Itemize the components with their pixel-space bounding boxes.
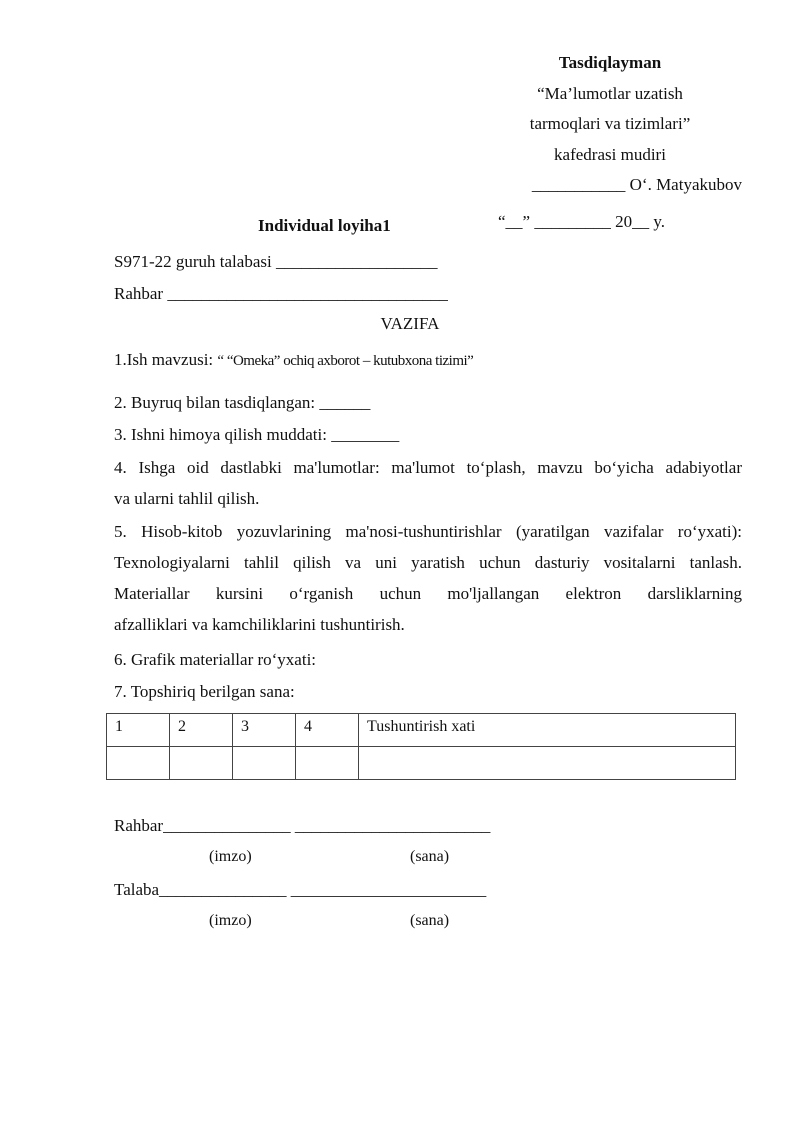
- approval-date: “__” _________ 20__ y.: [498, 212, 665, 231]
- approval-title: Tasdiqlayman: [558, 53, 662, 72]
- project-title: Individual loyiha1: [258, 216, 391, 235]
- supervisor-sana-label: (sana): [410, 848, 450, 865]
- task-item-5-line-2: Texnologiyalarni tahlil qilish va uni yaratish uchun dasturiy vositalarni tanlash.: [114, 553, 742, 572]
- task-item-5-line-4: afzalliklari va kamchiliklarini tushuntirish.: [114, 615, 405, 634]
- table-header-cell: 2: [170, 714, 233, 747]
- supervisor-imzo-label: (imzo): [209, 848, 252, 865]
- task-item-1-topic: “ “Omeka” ochiq axborot – kutubxona tizimi”: [217, 353, 474, 369]
- student-signature-line: Talaba_______________ _______________________: [114, 880, 487, 899]
- approval-line-3: kafedrasi mudiri: [554, 144, 666, 164]
- approval-line-2: tarmoqlari va tizimlari”: [529, 114, 691, 133]
- task-item-5-line-3: Materiallar kursini o‘rganish uchun mo'ljallangan elektron darsliklarning: [114, 584, 742, 603]
- student-imzo-label: (imzo): [209, 912, 252, 929]
- table-cell[interactable]: [359, 747, 736, 780]
- task-item-4-line-2: va ularni tahlil qilish.: [114, 489, 260, 508]
- table-header-cell: 1: [107, 714, 170, 747]
- task-item-1-prefix: 1.Ish mavzusi:: [114, 350, 214, 369]
- approval-signature: ___________ O‘. Matyakubov: [531, 175, 742, 194]
- table-header-cell: 4: [296, 714, 359, 747]
- task-item-4-line-1: 4. Ishga oid dastlabki ma'lumotlar: ma'lumot to‘plash, mavzu bo‘yicha adabiyotlar: [114, 458, 742, 477]
- table-row: [107, 747, 736, 780]
- student-sana-label: (sana): [410, 912, 450, 929]
- task-item-7: 7. Topshiriq berilgan sana:: [114, 682, 295, 701]
- table-header-cell: 3: [233, 714, 296, 747]
- task-item-3: 3. Ishni himoya qilish muddati: ________: [114, 425, 400, 444]
- approval-block: [470, 48, 750, 201]
- supervisor-signature-line: Rahbar_______________ _______________________: [114, 816, 491, 835]
- task-item-4: [114, 452, 742, 514]
- task-heading: VAZIFA: [380, 314, 440, 333]
- table-cell[interactable]: [296, 747, 359, 780]
- table-header-cell: Tushuntirish xati: [359, 714, 736, 747]
- supervisor-line: Rahbar _________________________________: [114, 284, 448, 303]
- task-table: [106, 713, 736, 780]
- task-item-1: [114, 350, 473, 370]
- student-group-line: S971-22 guruh talabasi ___________________: [114, 252, 438, 271]
- table-cell[interactable]: [233, 747, 296, 780]
- task-item-6: 6. Grafik materiallar ro‘yxati:: [114, 650, 317, 669]
- task-item-2: 2. Buyruq bilan tasdiqlangan: ______: [114, 393, 371, 412]
- table-header-row: [107, 714, 736, 747]
- task-item-5: [114, 516, 742, 640]
- task-item-5-line-1: 5. Hisob-kitob yozuvlarining ma'nosi-tushuntirishlar (yaratilgan vazifalar ro‘yxati):: [114, 522, 742, 541]
- table-cell[interactable]: [107, 747, 170, 780]
- table-cell[interactable]: [170, 747, 233, 780]
- approval-line-1: “Ma’lumotlar uzatish: [537, 83, 683, 103]
